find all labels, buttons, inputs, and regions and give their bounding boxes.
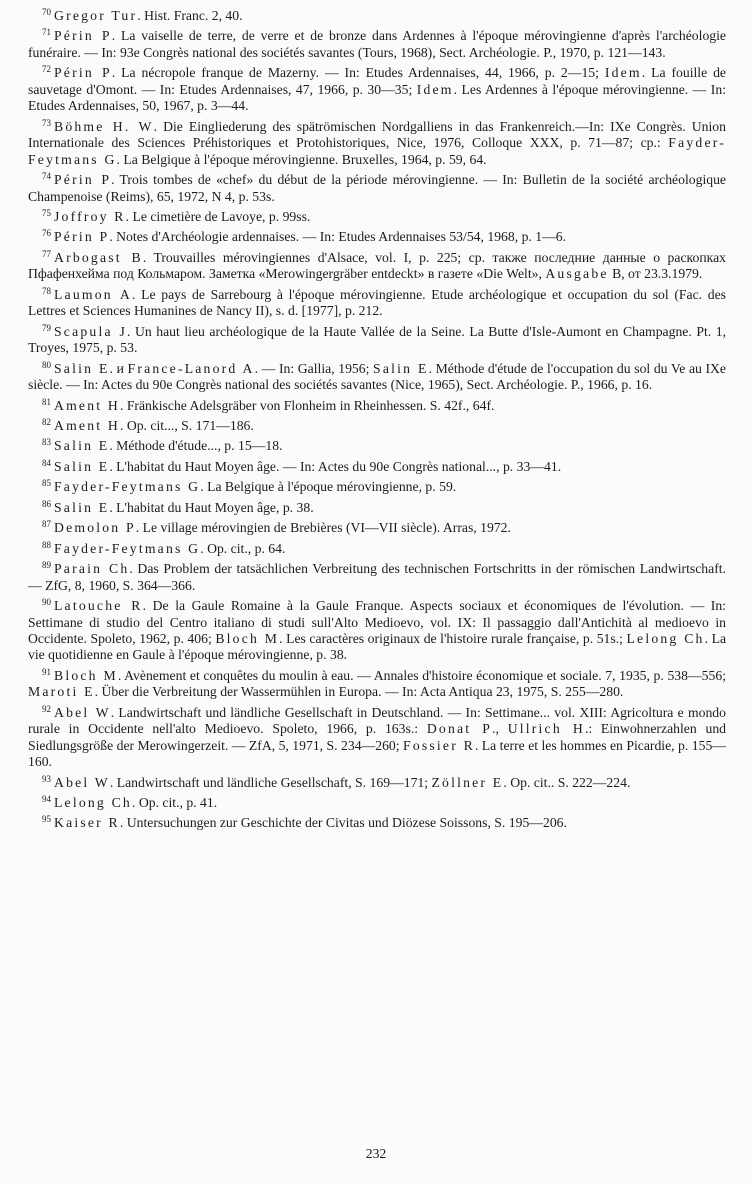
footnote-text: . Landwirtschaft und ländliche Gesellschaft, S. 169—171; bbox=[109, 774, 432, 790]
footnote bbox=[28, 811, 726, 831]
footnote-text: . La vie quotidienne en Gaule à l'époque mérovingienne, p. 38. bbox=[28, 630, 727, 663]
footnote-text: . De la Gaule Romaine à la Gaule Franque. Aspects sociaux et économiques de l'évolution. — In: Settimane di studio del Centro italiano di studi sull'Alto Medioevo, vol. IX: Il passaggio dall'Antichità al medioevo in Occidente. Spoleto, 1962, p. 406; bbox=[28, 598, 726, 646]
footnote bbox=[28, 496, 726, 516]
footnote-text: . La fouille de sauvetage d'Omont. — In: Etudes Ardennaises, 47, 1966, p. 30—35; bbox=[28, 65, 726, 97]
footnote-text: . Hist. Franc. 2, 40. bbox=[137, 8, 243, 23]
footnote-number: 93 bbox=[42, 773, 51, 784]
footnote-text: . Op. cit.. S. 222—224. bbox=[503, 774, 631, 790]
footnote bbox=[28, 357, 726, 394]
footnote-text: . Op. cit..., S. 171—186. bbox=[119, 417, 254, 433]
footnote bbox=[28, 791, 726, 811]
footnote bbox=[28, 475, 726, 495]
footnotes-list bbox=[28, 4, 726, 832]
author-name: Zöllner E bbox=[431, 774, 504, 790]
footnote-number: 75 bbox=[42, 207, 51, 218]
author-name: Ullrich H bbox=[507, 721, 585, 737]
author-name: Lelong Ch bbox=[54, 795, 132, 811]
author-name: Idem bbox=[604, 65, 642, 81]
author-name: Abel W bbox=[54, 774, 110, 790]
author-name: Salin E bbox=[373, 360, 429, 376]
footnote bbox=[28, 771, 726, 791]
footnote-text: . Landwirtschaft und ländliche Gesellschaft in Deutschland. — In: Settimane... vol. XIII: Agricoltura e mondo rurale in Occidente nell'alto Medioevo. Spoleto, 1966, p. 163s.: bbox=[28, 704, 726, 737]
author-name: Périn P bbox=[54, 65, 112, 81]
footnote bbox=[28, 4, 726, 24]
footnote-text: . Les caractères originaux de l'histoire rurale française, p. 51s.; bbox=[279, 630, 627, 646]
author-name: Ament H bbox=[54, 417, 120, 433]
footnote-number: 90 bbox=[42, 597, 51, 608]
author-name: Böhme H. W bbox=[54, 118, 154, 134]
author-name: Fayder-Feytmans G bbox=[54, 540, 201, 556]
footnote-text: . Trouvailles mérovingiennes d'Alsace, vol. I, p. 225; ср. также последние данные о раскопках Пфафенхейма под Кольмаром. Заметка «Merowingergräber entdeckt» в газете «Die Welt», bbox=[28, 249, 727, 282]
author-name: Fayder-Feytmans G bbox=[54, 479, 201, 495]
footnote-text: . La Belgique à l'époque mérovingienne, p. 59. bbox=[200, 479, 457, 495]
footnote-number: 85 bbox=[42, 478, 51, 489]
footnote-text: . Méthode d'étude de l'occupation du sol du Ve au IXe siècle. — In: Actes du 90e Congrès national des sociétés savantes (Nice, 1965), Sect. Archéologie. P., 1966, p. 16. bbox=[28, 360, 727, 393]
footnote-text: . Un haut lieu archéologique de la Haute Vallée de la Seine. La Butte d'Isle-Aumont en Champagne. Pt. 1, Troyes, 1975, p. 53. bbox=[28, 323, 726, 356]
author-name: Salin E bbox=[54, 458, 110, 474]
footnote bbox=[28, 537, 726, 557]
author-name: Fayder-Feytmans G bbox=[28, 135, 726, 167]
footnote-number: 92 bbox=[42, 703, 51, 714]
author-name: Périn P bbox=[54, 28, 112, 44]
footnote-number: 73 bbox=[42, 117, 51, 128]
footnote-text: . Über die Verbreitung der Wassermühlen in Europa. — In: Acta Antiqua 23, 1975, S. 255—280. bbox=[94, 684, 624, 700]
footnote bbox=[28, 594, 726, 664]
footnote-number: 70 bbox=[42, 7, 51, 17]
footnote-number: 91 bbox=[42, 666, 51, 677]
footnote bbox=[28, 516, 726, 536]
author-name: Périn P bbox=[54, 172, 112, 188]
footnote-text: . — In: Gallia, 1956; bbox=[254, 360, 374, 376]
author-name: Maroti E bbox=[28, 684, 95, 700]
footnote bbox=[28, 414, 726, 434]
footnote-number: 88 bbox=[42, 539, 51, 550]
footnote bbox=[28, 455, 726, 475]
author-name: Périn P bbox=[54, 229, 110, 245]
author-name: Gregor Tur bbox=[54, 8, 138, 23]
footnote-number: 89 bbox=[42, 560, 51, 571]
author-name: Donat P bbox=[426, 721, 493, 737]
author-name: Arbogast B bbox=[54, 249, 143, 265]
footnote-text: . L'habitat du Haut Moyen âge. — In: Actes du 90e Congrès national..., p. 33—41. bbox=[109, 458, 562, 474]
footnote bbox=[28, 701, 726, 771]
footnote-number: 84 bbox=[42, 457, 51, 468]
footnote-text: . Le pays de Sarrebourg à l'époque mérovingienne. Etude archéologique et occupation du sol (Fac. des Lettres et Sciences Humanines de Nancy II), s. d. [1977], p. 212. bbox=[28, 286, 727, 319]
footnote bbox=[28, 246, 726, 283]
author-name: Fossier R bbox=[403, 737, 475, 753]
author-name: Ausgabe bbox=[545, 266, 609, 282]
footnote bbox=[28, 115, 726, 168]
footnote bbox=[28, 320, 726, 357]
footnote-text: . La Belgique à l'époque mérovingienne. Bruxelles, 1964, p. 59, 64. bbox=[116, 151, 487, 167]
footnote-number: 79 bbox=[42, 322, 51, 333]
footnote-number: 74 bbox=[42, 171, 51, 182]
footnote-text: B, от 23.3.1979. bbox=[608, 266, 703, 282]
footnote-text: . La nécropole franque de Mazerny. — In: Etudes Ardennaises, 44, 1966, p. 2—15; bbox=[111, 65, 605, 81]
footnote-number: 77 bbox=[42, 248, 51, 259]
footnote-text: . Le cimetière de Lavoye, p. 99ss. bbox=[125, 208, 311, 224]
author-name: Salin E bbox=[54, 438, 110, 454]
footnote bbox=[28, 557, 726, 594]
footnote-number: 78 bbox=[42, 285, 51, 296]
footnote-text: ., bbox=[492, 721, 508, 737]
author-name: France-Lanord A bbox=[127, 360, 255, 376]
footnote-text: . Op. cit., p. 41. bbox=[131, 795, 218, 811]
author-name: Parain Ch bbox=[54, 561, 130, 577]
footnote-text: . Fränkische Adelsgräber von Flonheim in Rheinhessen. S. 42f., 64f. bbox=[119, 397, 495, 413]
author-name: Kaiser R bbox=[54, 815, 120, 831]
footnote-text: . La vaiselle de terre, de verre et de bronze dans Ardennes à l'époque mérovingienne d'après l'archéologie funéraire. — In: 93e Congrès national des sociétés savantes (Tours, 1968), Sect. Archéologie. P., 1970, p. 121—143. bbox=[28, 28, 727, 60]
footnote bbox=[28, 24, 726, 61]
author-name: Scapula J bbox=[54, 323, 127, 339]
footnote-text: . Le village mérovingien de Brebières (VI—VII siècle). Arras, 1972. bbox=[135, 520, 511, 536]
footnote-text: . Die Eingliederung des spätrömischen Nordgalliens in das Frankenreich.—In: IXe Congrès. Union Internationale des Sciences Préhistoriques et Protohistoriques, Nice, 1976, Colloque XXX, p. 71—87; ср.: bbox=[28, 118, 726, 151]
author-name: Salin E bbox=[54, 360, 110, 376]
footnote-number: 95 bbox=[42, 814, 51, 825]
footnote-number: 71 bbox=[42, 27, 51, 38]
footnote-number: 87 bbox=[42, 519, 51, 530]
footnote-text: . Untersuchungen zur Geschichte der Civitas und Diözese Soissons, S. 195—206. bbox=[119, 815, 567, 831]
author-name: Lelong Ch bbox=[626, 630, 705, 646]
author-name: Salin E bbox=[54, 499, 110, 515]
footnote-text: . Trois tombes de «chef» du début de la période mérovingienne. — In: Bulletin de la société archéologique Champenoise (Reims), 65, 1972, N 4, p. 53s. bbox=[28, 172, 727, 204]
footnote-number: 80 bbox=[42, 359, 51, 370]
author-name: Bloch M bbox=[215, 630, 280, 646]
footnote bbox=[28, 61, 726, 114]
footnote-text: .: Einwohnerzahlen und Siedlungsgröße der Merowingerzeit. — ZfA, 5, 1971, S. 234—260; bbox=[28, 721, 727, 753]
footnote-text: . Méthode d'étude..., p. 15—18. bbox=[109, 438, 283, 454]
footnote bbox=[28, 434, 726, 454]
author-name: Latouche R bbox=[54, 598, 143, 614]
author-name: Joffroy R bbox=[54, 208, 126, 224]
footnote-text: . Notes d'Archéologie ardennaises. — In: Etudes Ardennaises 53/54, 1968, p. 1—6. bbox=[109, 229, 567, 245]
footnote bbox=[28, 168, 726, 205]
footnote-number: 86 bbox=[42, 498, 51, 509]
footnote-number: 83 bbox=[42, 437, 51, 448]
footnote-text: . L'habitat du Haut Moyen âge, p. 38. bbox=[109, 499, 314, 515]
author-name: Bloch M bbox=[54, 667, 118, 683]
footnote-text: . Les Ardennes à l'époque mérovingienne. — In: Etudes Ardennaises, 50, 1967, p. 3—44. bbox=[28, 81, 726, 114]
author-name: Laumon A bbox=[54, 286, 133, 302]
page-number: 232 bbox=[365, 1146, 387, 1161]
footnote-number: 76 bbox=[42, 228, 51, 239]
footnote bbox=[28, 205, 726, 225]
footnote-text: . Op. cit., p. 64. bbox=[200, 540, 286, 556]
footnote-text: . La terre et les hommes en Picardie, p. 155—160. bbox=[28, 737, 726, 770]
footnote-number: 82 bbox=[42, 416, 51, 427]
footnote-text: . Avènement et conquêtes du moulin à eau. — Annales d'histoire économique et sociale. 7, 1935, p. 538—556; bbox=[117, 667, 726, 683]
author-name: Ament H bbox=[54, 397, 120, 413]
footnote-number: 81 bbox=[42, 396, 51, 407]
footnote bbox=[28, 394, 726, 414]
footnote-number: 94 bbox=[42, 794, 51, 805]
author-name: Demolon P bbox=[54, 520, 136, 536]
footnote-text: . и bbox=[109, 360, 128, 376]
footnote bbox=[28, 225, 726, 245]
footnote bbox=[28, 664, 726, 701]
footnote-number: 72 bbox=[42, 64, 51, 75]
author-name: Idem bbox=[416, 81, 454, 97]
footnote bbox=[28, 283, 726, 320]
author-name: Abel W bbox=[54, 704, 111, 720]
footnote-text: . Das Problem der tatsächlichen Verbreitung des technischen Fortschritts in der römischen Landwirtschaft. — ZfG, 8, 1960, S. 364—366. bbox=[28, 561, 726, 593]
